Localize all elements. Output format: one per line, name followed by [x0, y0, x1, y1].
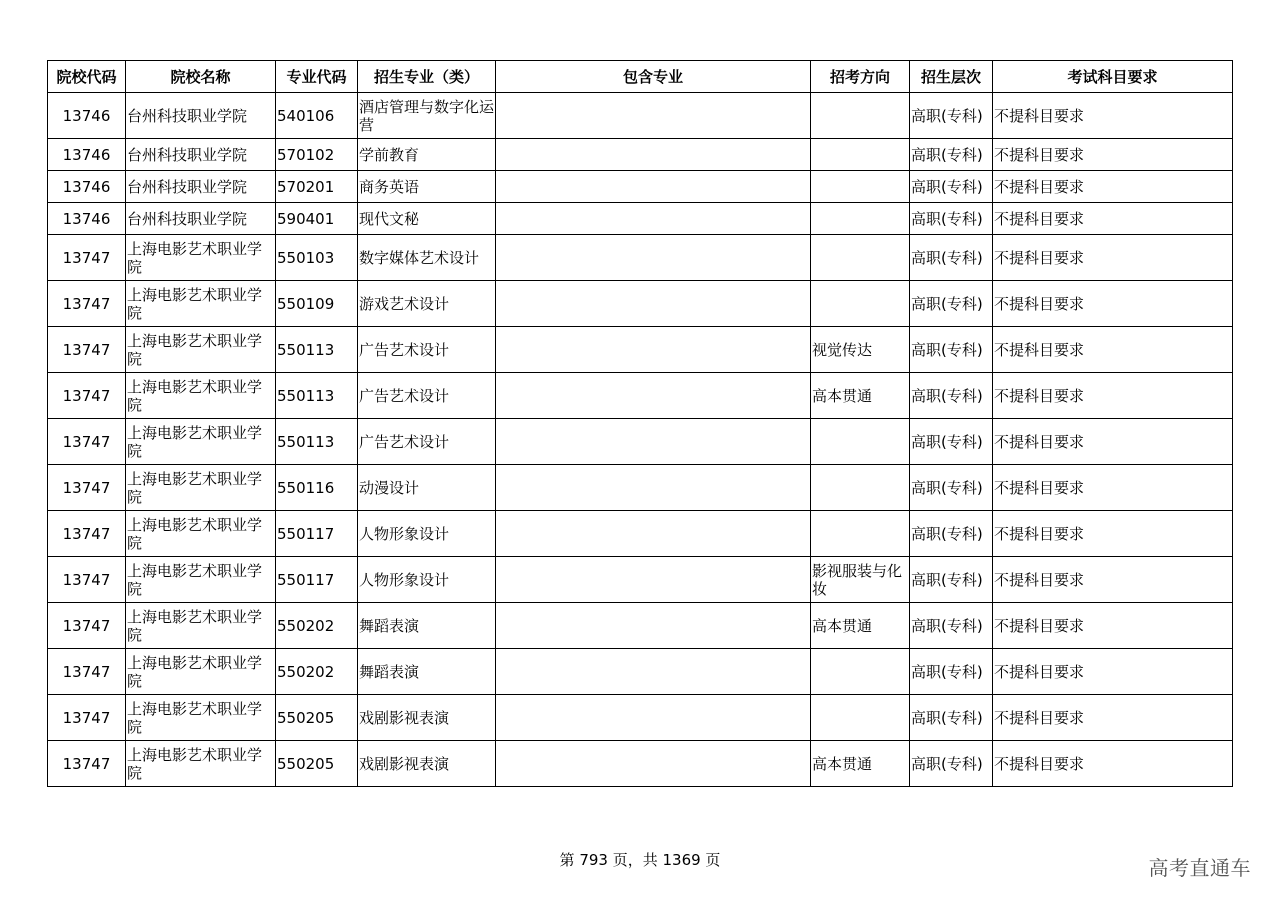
table-body	[48, 93, 1233, 787]
cell-school-code: 13747	[48, 327, 126, 373]
cell-school-name: 上海电影艺术职业学院	[126, 419, 276, 465]
cell-included-majors	[496, 281, 811, 327]
cell-subject-requirement: 不提科目要求	[993, 465, 1233, 511]
cell-school-name: 上海电影艺术职业学院	[126, 235, 276, 281]
cell-direction	[811, 695, 910, 741]
cell-school-name: 上海电影艺术职业学院	[126, 373, 276, 419]
cell-major: 商务英语	[358, 171, 496, 203]
cell-level: 高职(专科)	[910, 465, 993, 511]
cell-school-code: 13746	[48, 93, 126, 139]
cell-level: 高职(专科)	[910, 281, 993, 327]
cell-subject-requirement: 不提科目要求	[993, 649, 1233, 695]
cell-major: 酒店管理与数字化运营	[358, 93, 496, 139]
cell-major: 广告艺术设计	[358, 419, 496, 465]
table-header-row	[48, 61, 1233, 93]
cell-school-name: 台州科技职业学院	[126, 203, 276, 235]
cell-subject-requirement: 不提科目要求	[993, 171, 1233, 203]
cell-included-majors	[496, 419, 811, 465]
cell-major-code: 550117	[276, 557, 358, 603]
cell-school-code: 13747	[48, 419, 126, 465]
cell-direction	[811, 511, 910, 557]
cell-major: 人物形象设计	[358, 511, 496, 557]
cell-major: 数字媒体艺术设计	[358, 235, 496, 281]
cell-subject-requirement: 不提科目要求	[993, 327, 1233, 373]
cell-included-majors	[496, 203, 811, 235]
cell-direction: 视觉传达	[811, 327, 910, 373]
header-direction: 招考方向	[811, 61, 910, 93]
header-level: 招生层次	[910, 61, 993, 93]
cell-school-code: 13747	[48, 511, 126, 557]
cell-subject-requirement: 不提科目要求	[993, 741, 1233, 787]
cell-major-code: 550103	[276, 235, 358, 281]
cell-subject-requirement: 不提科目要求	[993, 281, 1233, 327]
table-row	[48, 649, 1233, 695]
cell-level: 高职(专科)	[910, 603, 993, 649]
table-row	[48, 171, 1233, 203]
cell-major: 广告艺术设计	[358, 327, 496, 373]
cell-direction	[811, 649, 910, 695]
cell-major-code: 570102	[276, 139, 358, 171]
cell-school-code: 13747	[48, 373, 126, 419]
cell-included-majors	[496, 139, 811, 171]
cell-included-majors	[496, 511, 811, 557]
header-school-name: 院校名称	[126, 61, 276, 93]
cell-school-name: 上海电影艺术职业学院	[126, 695, 276, 741]
cell-direction	[811, 235, 910, 281]
cell-major-code: 550202	[276, 603, 358, 649]
cell-school-code: 13747	[48, 465, 126, 511]
cell-direction: 高本贯通	[811, 603, 910, 649]
cell-level: 高职(专科)	[910, 557, 993, 603]
cell-direction: 影视服装与化妆	[811, 557, 910, 603]
table-row	[48, 139, 1233, 171]
cell-major: 戏剧影视表演	[358, 741, 496, 787]
table-row	[48, 603, 1233, 649]
cell-subject-requirement: 不提科目要求	[993, 695, 1233, 741]
table-row	[48, 419, 1233, 465]
cell-major: 舞蹈表演	[358, 603, 496, 649]
cell-school-code: 13747	[48, 557, 126, 603]
header-school-code: 院校代码	[48, 61, 126, 93]
cell-subject-requirement: 不提科目要求	[993, 93, 1233, 139]
cell-level: 高职(专科)	[910, 203, 993, 235]
cell-major-code: 550117	[276, 511, 358, 557]
cell-direction	[811, 281, 910, 327]
cell-school-name: 上海电影艺术职业学院	[126, 603, 276, 649]
cell-school-name: 上海电影艺术职业学院	[126, 327, 276, 373]
cell-direction: 高本贯通	[811, 741, 910, 787]
table-row	[48, 741, 1233, 787]
table-row	[48, 511, 1233, 557]
cell-school-code: 13746	[48, 139, 126, 171]
cell-included-majors	[496, 741, 811, 787]
table-row	[48, 235, 1233, 281]
page-number: 第 793 页，共 1369 页	[559, 851, 721, 869]
cell-level: 高职(专科)	[910, 139, 993, 171]
cell-school-name: 上海电影艺术职业学院	[126, 281, 276, 327]
cell-subject-requirement: 不提科目要求	[993, 139, 1233, 171]
cell-school-code: 13747	[48, 741, 126, 787]
cell-subject-requirement: 不提科目要求	[993, 557, 1233, 603]
cell-direction	[811, 203, 910, 235]
cell-school-code: 13746	[48, 171, 126, 203]
cell-major-code: 550205	[276, 695, 358, 741]
cell-included-majors	[496, 695, 811, 741]
cell-direction	[811, 171, 910, 203]
table-row	[48, 695, 1233, 741]
cell-direction	[811, 93, 910, 139]
cell-subject-requirement: 不提科目要求	[993, 235, 1233, 281]
cell-included-majors	[496, 465, 811, 511]
cell-direction	[811, 419, 910, 465]
cell-major-code: 550116	[276, 465, 358, 511]
cell-direction: 高本贯通	[811, 373, 910, 419]
cell-major: 游戏艺术设计	[358, 281, 496, 327]
cell-subject-requirement: 不提科目要求	[993, 511, 1233, 557]
cell-included-majors	[496, 603, 811, 649]
table-row	[48, 373, 1233, 419]
header-subject-requirement: 考试科目要求	[993, 61, 1233, 93]
cell-level: 高职(专科)	[910, 93, 993, 139]
table-row	[48, 93, 1233, 139]
cell-school-code: 13747	[48, 603, 126, 649]
cell-school-name: 上海电影艺术职业学院	[126, 465, 276, 511]
cell-included-majors	[496, 649, 811, 695]
cell-major-code: 590401	[276, 203, 358, 235]
cell-included-majors	[496, 373, 811, 419]
cell-level: 高职(专科)	[910, 419, 993, 465]
header-major: 招生专业（类）	[358, 61, 496, 93]
table-row	[48, 465, 1233, 511]
table-row	[48, 281, 1233, 327]
cell-major: 学前教育	[358, 139, 496, 171]
cell-school-code: 13747	[48, 695, 126, 741]
cell-major-code: 550202	[276, 649, 358, 695]
cell-major-code: 550113	[276, 373, 358, 419]
cell-major-code: 550113	[276, 419, 358, 465]
cell-school-name: 上海电影艺术职业学院	[126, 649, 276, 695]
cell-major-code: 540106	[276, 93, 358, 139]
cell-major: 广告艺术设计	[358, 373, 496, 419]
cell-school-code: 13746	[48, 203, 126, 235]
cell-level: 高职(专科)	[910, 373, 993, 419]
table-row	[48, 557, 1233, 603]
cell-subject-requirement: 不提科目要求	[993, 373, 1233, 419]
cell-direction	[811, 139, 910, 171]
cell-major-code: 550113	[276, 327, 358, 373]
cell-included-majors	[496, 557, 811, 603]
header-major-code: 专业代码	[276, 61, 358, 93]
table-row	[48, 327, 1233, 373]
cell-level: 高职(专科)	[910, 741, 993, 787]
cell-major: 动漫设计	[358, 465, 496, 511]
cell-subject-requirement: 不提科目要求	[993, 419, 1233, 465]
cell-subject-requirement: 不提科目要求	[993, 603, 1233, 649]
cell-school-name: 上海电影艺术职业学院	[126, 557, 276, 603]
cell-level: 高职(专科)	[910, 695, 993, 741]
cell-included-majors	[496, 93, 811, 139]
cell-major: 戏剧影视表演	[358, 695, 496, 741]
cell-level: 高职(专科)	[910, 511, 993, 557]
cell-major: 现代文秘	[358, 203, 496, 235]
cell-level: 高职(专科)	[910, 171, 993, 203]
cell-school-name: 台州科技职业学院	[126, 139, 276, 171]
header-included-majors: 包含专业	[496, 61, 811, 93]
cell-major-code: 550109	[276, 281, 358, 327]
admissions-table	[47, 60, 1233, 787]
cell-subject-requirement: 不提科目要求	[993, 203, 1233, 235]
cell-major: 舞蹈表演	[358, 649, 496, 695]
cell-school-code: 13747	[48, 235, 126, 281]
cell-major-code: 570201	[276, 171, 358, 203]
cell-included-majors	[496, 235, 811, 281]
cell-level: 高职(专科)	[910, 649, 993, 695]
cell-major-code: 550205	[276, 741, 358, 787]
cell-direction	[811, 465, 910, 511]
cell-school-name: 上海电影艺术职业学院	[126, 511, 276, 557]
cell-school-code: 13747	[48, 281, 126, 327]
watermark-logo: 高考直通车	[1148, 856, 1251, 880]
cell-school-code: 13747	[48, 649, 126, 695]
cell-level: 高职(专科)	[910, 327, 993, 373]
cell-school-name: 台州科技职业学院	[126, 93, 276, 139]
cell-included-majors	[496, 327, 811, 373]
cell-school-name: 上海电影艺术职业学院	[126, 741, 276, 787]
table-row	[48, 203, 1233, 235]
cell-major: 人物形象设计	[358, 557, 496, 603]
cell-included-majors	[496, 171, 811, 203]
cell-school-name: 台州科技职业学院	[126, 171, 276, 203]
cell-level: 高职(专科)	[910, 235, 993, 281]
